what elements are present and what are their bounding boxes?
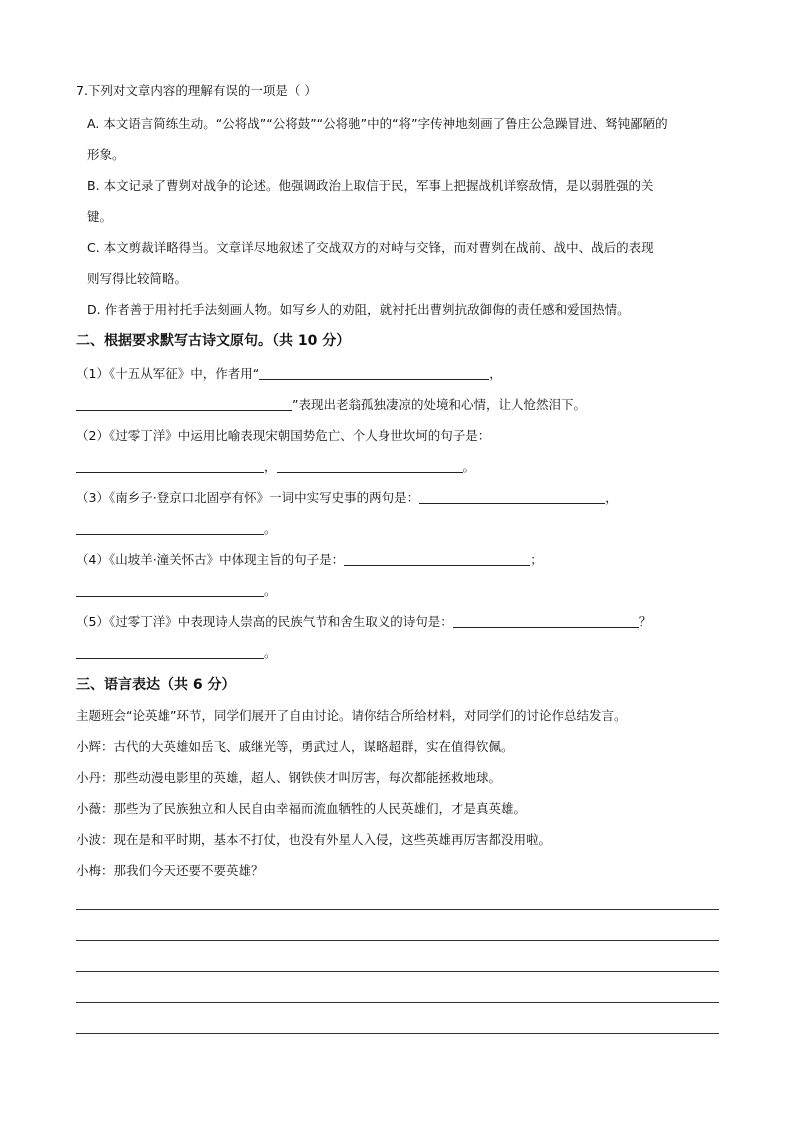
- s3-xiaomei: 小梅：那我们今天还要不要英雄？: [76, 863, 264, 878]
- answer-blank[interactable]: [76, 521, 264, 535]
- answer-blank[interactable]: [344, 552, 530, 566]
- s2-q5-prompt: （5）《过零丁洋》中表现诗人崇高的民族气节和舍生取义的诗句是：: [76, 614, 453, 629]
- s2-q1-line2: ”表现出老翁孤独凄凉的处境和心情，让人怆然泪下。: [76, 397, 726, 413]
- s2-q3-prompt: （3）《南乡子·登京口北固亭有怀》一词中实写史事的两句是：: [76, 490, 420, 505]
- s2-q1-line1: （1）《十五从军征》中，作者用“ ，: [76, 366, 502, 381]
- s3-xiaobo: 小波：现在是和平时期，基本不打仗，也没有外星人入侵，这些英雄再厉害都没用啦。: [76, 832, 552, 847]
- answer-blank[interactable]: [76, 459, 264, 473]
- q7-option-b-cont: 键。: [87, 209, 113, 224]
- s3-xiaowei: 小薇：那些为了民族独立和人民自由幸福而流血牺牲的人民英雄们，才是真英雄。: [76, 801, 527, 816]
- s3-xiaohui: 小辉：古代的大英雄如岳飞、戚继光等，勇武过人，谋略超群，实在值得钦佩。: [76, 739, 514, 754]
- writing-line[interactable]: [76, 940, 719, 941]
- q7-option-a-cont: 形象。: [87, 147, 125, 162]
- q7-option-b: B. 本文记录了曹刿对战争的论述。他强调政治上取信于民，军事上把握战机详察敌情，是以弱胜强的关: [87, 178, 654, 193]
- s2-q3-line2: 。: [76, 521, 726, 537]
- s3-xiaodan: 小丹：那些动漫电影里的英雄，超人、钢铁侠才叫厉害，每次都能拯救地球。: [76, 770, 502, 785]
- answer-blank[interactable]: [419, 490, 605, 504]
- writing-line[interactable]: [76, 1033, 719, 1034]
- section3-title: 三、语言表达（共 6 分）: [76, 677, 236, 693]
- s2-q4-line2: 。: [76, 583, 726, 599]
- s3-intro: 主题班会“论英雄”环节，同学们展开了自由讨论。请你结合所给材料，对同学们的讨论作总结发言。: [76, 708, 627, 723]
- q7-option-c-cont: 则写得比较简略。: [87, 271, 188, 286]
- writing-line[interactable]: [76, 909, 719, 910]
- writing-line[interactable]: [76, 1002, 719, 1003]
- q7-option-d: D. 作者善于用衬托手法刻画人物。如写乡人的劝阻，就衬托出曹刿抗敌御侮的责任感和爱国热情。: [87, 302, 630, 317]
- s2-q4-line1: （4）《山坡羊·潼关怀古》中体现主旨的句子是： ；: [76, 552, 543, 567]
- answer-blank[interactable]: [277, 459, 463, 473]
- s2-q3-line1: （3）《南乡子·登京口北固亭有怀》一词中实写史事的两句是： ，: [76, 490, 618, 505]
- q7-stem: 7.下列对文章内容的理解有误的一项是（ ）: [76, 83, 317, 98]
- s2-q5-line1: （5）《过零丁洋》中表现诗人崇高的民族气节和舍生取义的诗句是： ？: [76, 614, 652, 629]
- s2-q2-line2: ， 。: [76, 459, 726, 475]
- s2-q4-prompt: （4）《山坡羊·潼关怀古》中体现主旨的句子是：: [76, 552, 345, 567]
- answer-blank[interactable]: [76, 397, 292, 411]
- s2-q5-line2: 。: [76, 645, 726, 661]
- answer-blank[interactable]: [453, 614, 639, 628]
- answer-blank[interactable]: [76, 583, 264, 597]
- q7-option-c: C. 本文剪裁详略得当。文章详尽地叙述了交战双方的对峙与交锋，而对曹刿在战前、战中、战后的表现: [87, 240, 654, 255]
- q7-option-a: A. 本文语言简练生动。“公将战”“公将鼓”“公将驰”中的“将”字传神地刻画了鲁庄公急躁冒进、驽钝鄙陋的: [87, 116, 668, 131]
- answer-blank[interactable]: [76, 645, 264, 659]
- writing-line[interactable]: [76, 971, 719, 972]
- s2-q1-prompt: （1）《十五从军征》中，作者用“: [76, 366, 260, 381]
- section2-title: 二、根据要求默写古诗文原句。（共 10 分）: [76, 333, 351, 349]
- s2-q2-line1: （2）《过零丁洋》中运用比喻表现宋朝国势危亡、个人身世坎坷的句子是：: [76, 428, 491, 443]
- answer-blank[interactable]: [259, 366, 489, 380]
